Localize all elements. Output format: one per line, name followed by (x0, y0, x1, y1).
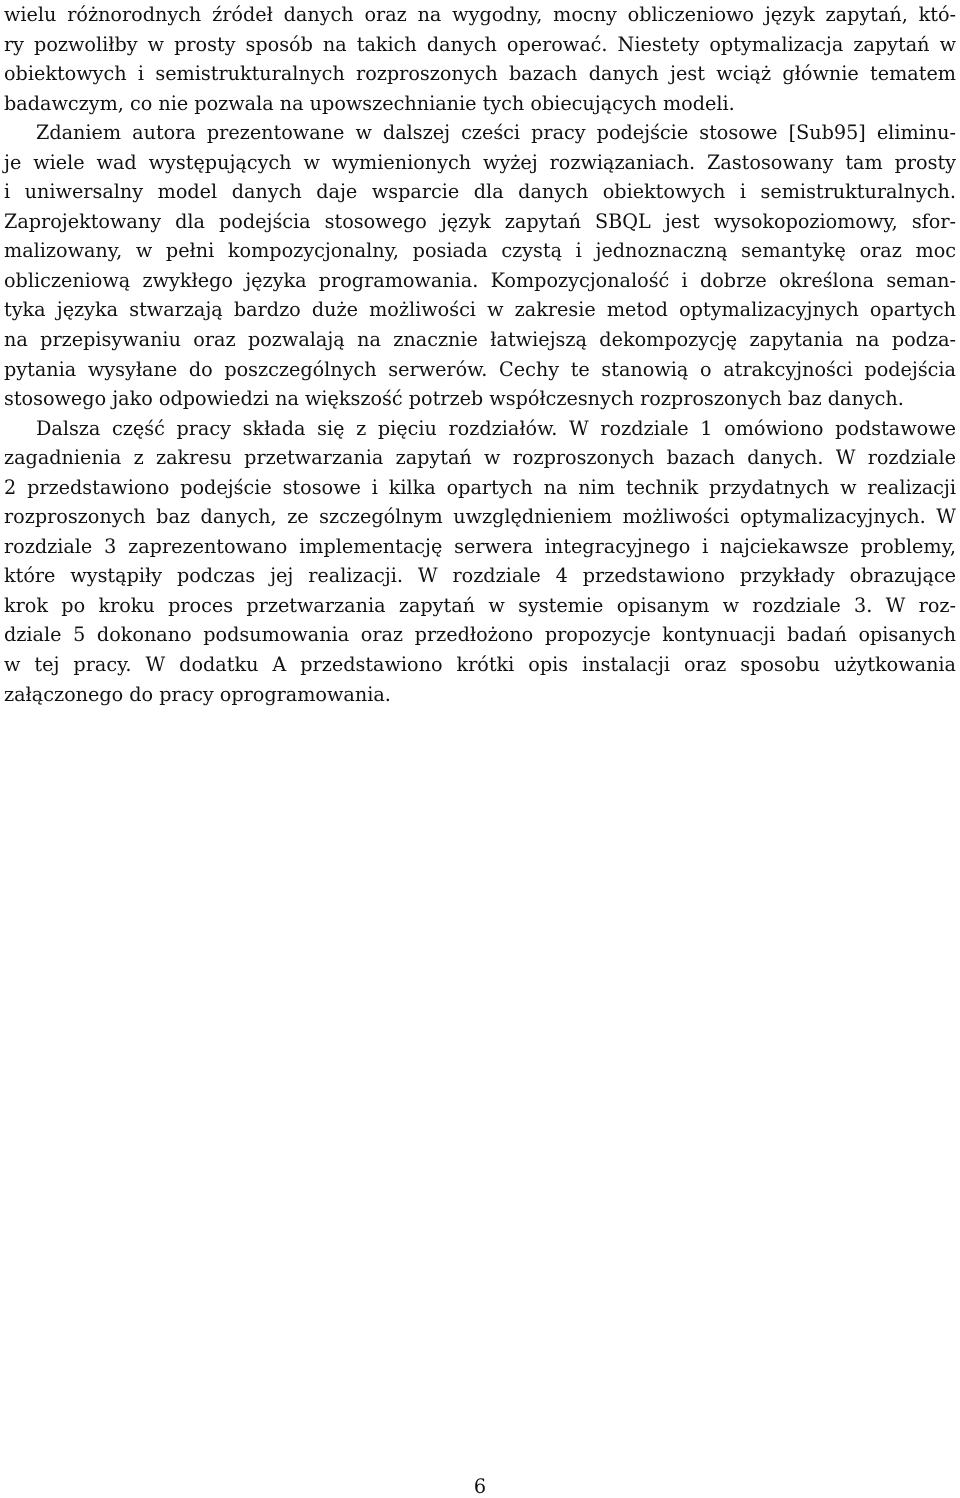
text-line: załączonego do pracy oprogramowania. (4, 682, 391, 706)
text-line: obiektowych i semistrukturalnych rozproszonych bazach danych jest wciąż głównie tematem (4, 62, 956, 86)
text-line: dziale 5 dokonano podsumowania oraz przedłożono propozycje kontynuacji badań opisanych (4, 623, 956, 647)
text-line: je wiele wad występujących w wymienionych wyżej rozwiązaniach. Zastosowany tam prosty (4, 150, 956, 174)
text-line: Dalsza część pracy składa się z pięciu rozdziałów. W rozdziale 1 omówiono podstawowe (36, 416, 956, 440)
text-line: Zdaniem autora prezentowane w dalszej cześci pracy podejście stosowe [Sub95] eliminu- (36, 121, 956, 145)
body-text (4, 0, 956, 709)
text-line: wielu różnorodnych źródeł danych oraz na wygodny, mocny obliczeniowo język zapytań, któ- (4, 3, 956, 26)
text-line: Zaprojektowany dla podejścia stosowego język zapytań SBQL jest wysokopoziomowy, sfor- (4, 209, 956, 233)
text-line: które wystąpiły podczas jej realizacji. W rozdziale 4 przedstawiono przykłady obrazujące (4, 564, 956, 588)
text-line: na przepisywaniu oraz pozwalają na znacznie łatwiejszą dekompozycję zapytania na podza- (4, 328, 956, 352)
text-line: malizowany, w pełni kompozycjonalny, posiada czystą i jednoznaczną semantykę oraz moc (4, 239, 956, 263)
text-line: ry pozwoliłby w prosty sposób na takich danych operować. Niestety optymalizacja zapytań w (4, 32, 956, 56)
text-line: i uniwersalny model danych daje wsparcie dla danych obiektowych i semistrukturalnych. (4, 180, 956, 204)
text-line: 2 przedstawiono podejście stosowe i kilka opartych na nim technik przydatnych w realizacji (4, 475, 956, 499)
text-line: zagadnienia z zakresu przetwarzania zapytań w rozproszonych bazach danych. W rozdziale (4, 446, 956, 470)
text-line: krok po kroku proces przetwarzania zapytań w systemie opisanym w rozdziale 3. W roz- (4, 593, 956, 617)
page-number: 6 (473, 1475, 487, 1498)
text-line: rozdziale 3 zaprezentowano implementację serwera integracyjnego i najciekawsze problemy, (4, 534, 956, 558)
text-line: stosowego jako odpowiedzi na większość potrzeb współczesnych rozproszonych baz danych. (4, 387, 904, 411)
text-line: obliczeniową zwykłego języka programowania. Kompozycjonalość i dobrze określona seman- (4, 268, 956, 292)
text-line: badawczym, co nie pozwala na upowszechnianie tych obiecujących modeli. (4, 91, 735, 115)
text-line: rozproszonych baz danych, ze szczególnym uwzględnieniem możliwości optymalizacyjnych. W (4, 505, 956, 529)
text-line: pytania wysyłane do poszczególnych serwerów. Cechy te stanowią o atrakcyjności podejścia (4, 357, 956, 381)
text-line: tyka języka stwarzają bardzo duże możliwości w zakresie metod optymalizacyjnych opartych (4, 298, 956, 322)
text-line: w tej pracy. W dodatku A przedstawiono krótki opis instalacji oraz sposobu użytkowania (4, 653, 956, 677)
